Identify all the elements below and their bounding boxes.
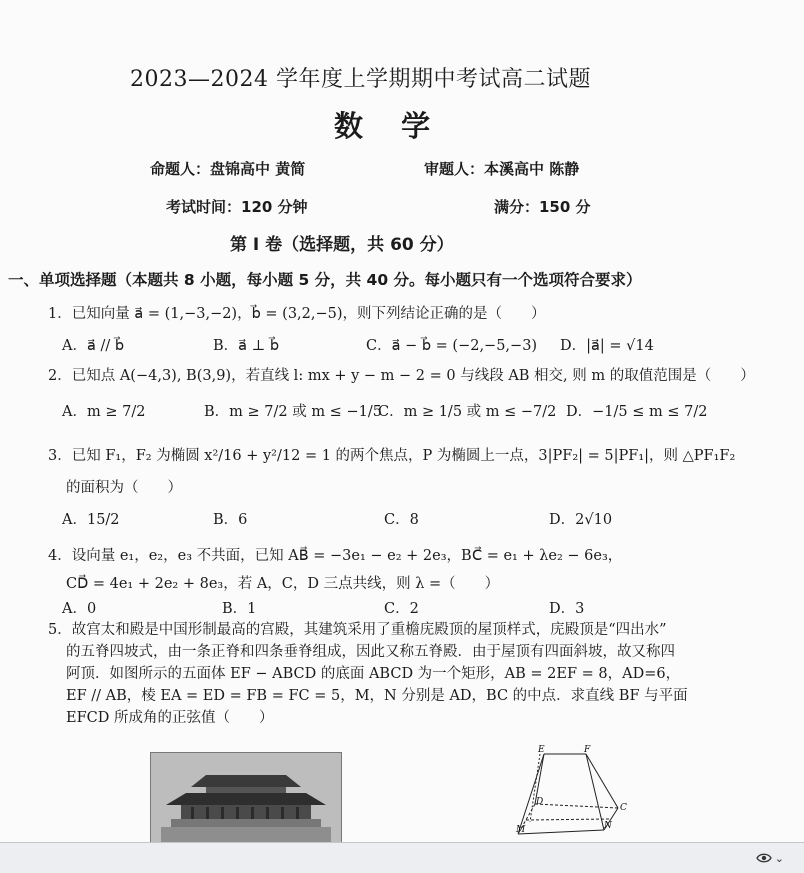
subject-title: 数 学 — [334, 109, 445, 143]
question-1-stem: 1．已知向量 a⃗ = (1,−3,−2)，b⃗ = (3,2,−5)，则下列结论正确的是（ ） — [48, 306, 546, 322]
question-3-stem-cont: 的面积为（ ） — [66, 480, 182, 496]
chevron-down-icon: ⌄ — [774, 851, 784, 865]
question-5-stem-line3: 阿顶．如图所示的五面体 EF − ABCD 的底面 ABCD 为一个矩形，AB = 2EF = 8，AD=6， — [66, 666, 681, 682]
q3-option-b: B．6 — [213, 512, 248, 528]
q4-option-b: B．1 — [222, 601, 257, 617]
q2-option-a: A．m ≥ 7/2 — [62, 404, 146, 420]
palace-illustration — [151, 753, 341, 842]
label-d: D — [536, 797, 544, 807]
question-4-stem-cont: CD⃗ = 4e₁ + 2e₂ + 8e₃，若 A，C，D 三点共线，则 λ =（ ） — [66, 576, 500, 592]
setter-info: 命题人：盘锦高中 黄简 — [150, 160, 306, 178]
reviewer-info: 审题人：本溪高中 陈静 — [424, 160, 580, 178]
q4-option-a: A．0 — [62, 601, 97, 617]
q1-option-b: B．a⃗ ⊥ b⃗ — [213, 338, 280, 354]
exam-title: 2023—2024 学年度上学期期中考试高二试题 — [130, 67, 591, 92]
label-f: F — [584, 745, 591, 755]
q1-option-a: A．a⃗ // b⃗ — [62, 338, 125, 354]
label-e: E — [538, 745, 545, 755]
question-5-stem: 5．故宫太和殿是中国形制最高的宫殿，其建筑采用了重檐庑殿顶的屋顶样式，庑殿顶是“四出水” — [48, 622, 667, 638]
q1-option-c: C．a⃗ − b⃗ = (−2,−5,−3) — [366, 338, 538, 354]
q3-option-d: D．2√10 — [549, 512, 613, 528]
q3-option-c: C．8 — [384, 512, 419, 528]
palace-photo — [150, 752, 342, 842]
q2-option-d: D．−1/5 ≤ m ≤ 7/2 — [566, 404, 708, 420]
label-c: C — [620, 803, 627, 813]
question-4-stem: 4．设向量 e₁，e₂，e₃ 不共面，已知 AB⃗ = −3e₁ − e₂ + 2e₃，BC⃗ = e₁ + λe₂ − 6e₃， — [48, 548, 623, 564]
question-5-stem-line2: 的五脊四坡式，由一条正脊和四条垂脊组成，因此又称五脊殿．由于屋顶有四面斜坡，故又称四 — [66, 644, 675, 660]
question-2-stem: 2．已知点 A(−4,3), B(3,9)，若直线 l: mx + y − m − 2 = 0 与线段 AB 相交, 则 m 的取值范围是（ ） — [48, 368, 755, 384]
question-3-stem: 3．已知 F₁，F₂ 为椭圆 x²/16 + y²/12 = 1 的两个焦点，P 为椭圆上一点，3|PF₂| = 5|PF₁|，则 △PF₁F₂ — [48, 448, 736, 464]
label-n: N — [604, 821, 612, 831]
q4-option-c: C．2 — [384, 601, 419, 617]
question-5-stem-line5: EFCD 所成角的正弦值（ ） — [66, 710, 274, 726]
pentahedron-diagram — [500, 742, 650, 842]
q4-option-d: D．3 — [549, 601, 585, 617]
q3-option-a: A．15/2 — [62, 512, 120, 528]
view-options-button[interactable] — [756, 847, 784, 869]
viewer-status-bar — [0, 842, 804, 873]
label-m: M — [516, 825, 526, 835]
exam-time: 考试时间：120 分钟 — [166, 198, 308, 216]
part-heading: 第 Ⅰ 卷（选择题，共 60 分） — [230, 235, 454, 255]
full-score: 满分：150 分 — [494, 198, 591, 216]
section-heading: 一、单项选择题（本题共 8 小题，每小题 5 分，共 40 分。每小题只有一个选项符合要求） — [8, 271, 642, 289]
q1-option-d: D．|a⃗| = √14 — [560, 338, 654, 354]
q2-option-c: C．m ≥ 1/5 或 m ≤ −7/2 — [378, 404, 557, 420]
eye-icon — [756, 852, 772, 864]
q2-option-b: B．m ≥ 7/2 或 m ≤ −1/5 — [204, 404, 382, 420]
question-5-stem-line4: EF // AB，棱 EA = ED = FB = FC = 5，M，N 分别是 AD，BC 的中点．求直线 BF 与平面 — [66, 688, 688, 704]
